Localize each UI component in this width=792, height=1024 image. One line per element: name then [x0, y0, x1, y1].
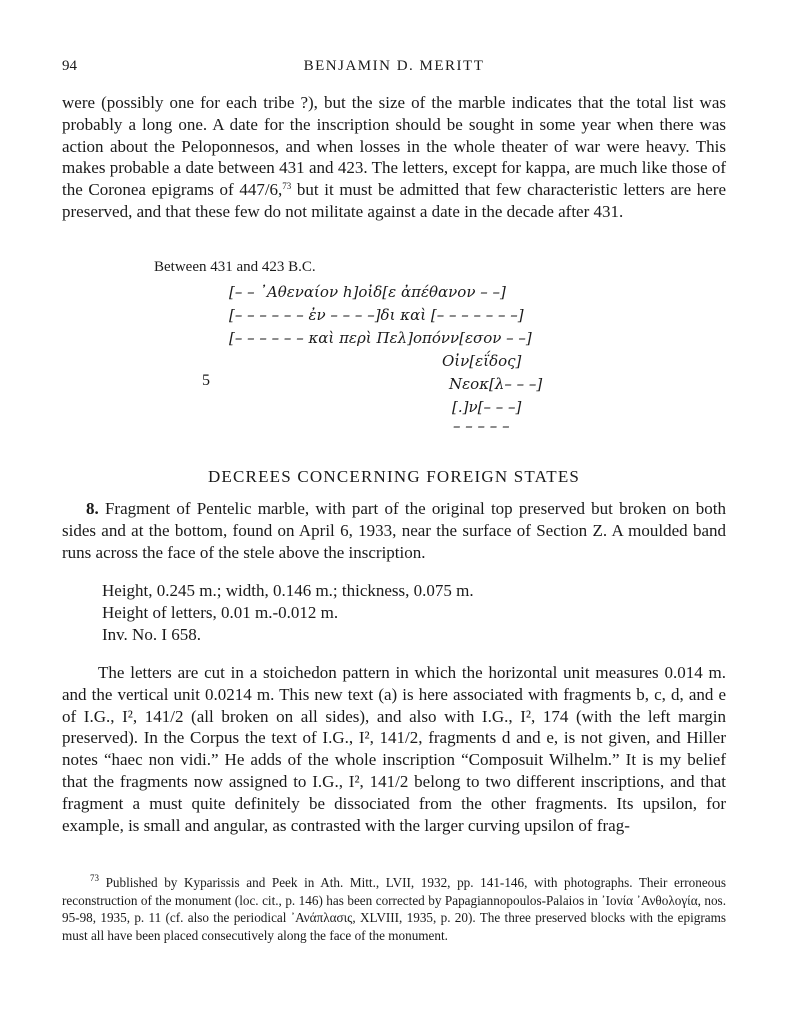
measurements	[102, 580, 474, 646]
measurement-letter-height: Height of letters, 0.01 m.-0.012 m.	[102, 603, 339, 622]
inscription-line-3: [– – – – – – καὶ περὶ Πελ]οπόνν[εσον – –]	[229, 329, 532, 347]
line-number: 5	[202, 372, 210, 389]
inscription-line-7: – – – – –	[453, 417, 510, 435]
inscription-line-2: [– – – – – – ἐν – – – –]δι καὶ [– – – – – – –]	[229, 306, 524, 324]
date-era: B.C.	[288, 259, 316, 275]
inventory-number: Inv. No. I 658.	[102, 625, 201, 644]
date-text: Between 431 and 423	[154, 259, 289, 275]
inscription-line-5: Νεοκ[λ– – –]	[449, 375, 543, 393]
section-heading: DECREES CONCERNING FOREIGN STATES	[207, 467, 581, 486]
inscription-line-6: [.]ν[– – –]	[452, 398, 522, 416]
footnote-text: Published by Kyparissis and Peek in Ath. Mitt., LVII, 1932, pp. 141-146, with photographs. Their erroneous reconstruction of the monument (loc. cit., p. 146) has been corrected by Papagiannopoulos-Palaios in ᾿Ιονία ᾿Ανθολογία, nos. 95-98, 1935, p. 11 (cf. also the periodical ᾿Ανάπλασις, XLVIII, 1935, p. 20). The three preserved blocks with the epigrams must all have been placed consecutively along the face of the monument.	[62, 875, 726, 943]
inscription-line-1: [– – ᾿Αθεναίον h]οἰδ[ε ἀπέθανον – –]	[229, 283, 506, 301]
page-number: 94	[62, 58, 77, 74]
author-name: BENJAMIN D. MERITT	[303, 58, 485, 74]
paragraph-2	[62, 498, 726, 563]
paragraph-1-tail: but it must be admitted that few characteristic letters are here preserved, and that these few do not militate against a date in the decade after 431.	[62, 180, 726, 221]
entry-number: 8.	[86, 499, 99, 518]
paragraph-3: The letters are cut in a stoichedon pattern in which the horizontal unit measures 0.014 m. and the vertical unit 0.0214 m. This new text (a) is here associated with fragments b, c, d, and e of I.G., I², 141/2 (all broken on all sides), and also with I.G., I², 174 (with the left margin preserved). In the Corpus the text of I.G., I², 141/2, fragments d and e, is not given, and Hiller notes “haec non vidi.” He adds of the whole inscription “Composuit Wilhelm.” It is my belief that the fragments now assigned to I.G., I², 141/2 belong to two different inscriptions, and that fragment a must quite definitely be dissociated from the other fragments. Its upsilon, for example, is small and angular, as contrasted with the larger curving upsilon of frag-	[62, 663, 726, 835]
paragraph-1-text: were (possibly one for each tribe ?), but the size of the marble indicates that the total list was probably a long one. A date for the inscription should be sought in some year when there was action about the Peloponnesos, and when losses in the whole theater of war were heavy. This makes probable a date between 431 and 423. The letters, except for kappa, are much like those of the Coronea epigrams of 447/6,	[62, 93, 726, 200]
footnote	[62, 874, 726, 944]
inscription-date	[154, 259, 316, 276]
measurement-dimensions: Height, 0.245 m.; width, 0.146 m.; thickness, 0.075 m.	[102, 581, 474, 600]
paragraph-2-text: Fragment of Pentelic marble, with part of the original top preserved but broken on both sides and at the bottom, found on April 6, 1933, near the surface of Section Z. A moulded band runs across the face of the stele above the inscription.	[62, 499, 726, 562]
footnote-marker: 73	[90, 873, 99, 883]
inscription-line-4: Οἰν[εΐδος]	[442, 352, 522, 370]
footnote-reference: 73	[282, 181, 292, 192]
